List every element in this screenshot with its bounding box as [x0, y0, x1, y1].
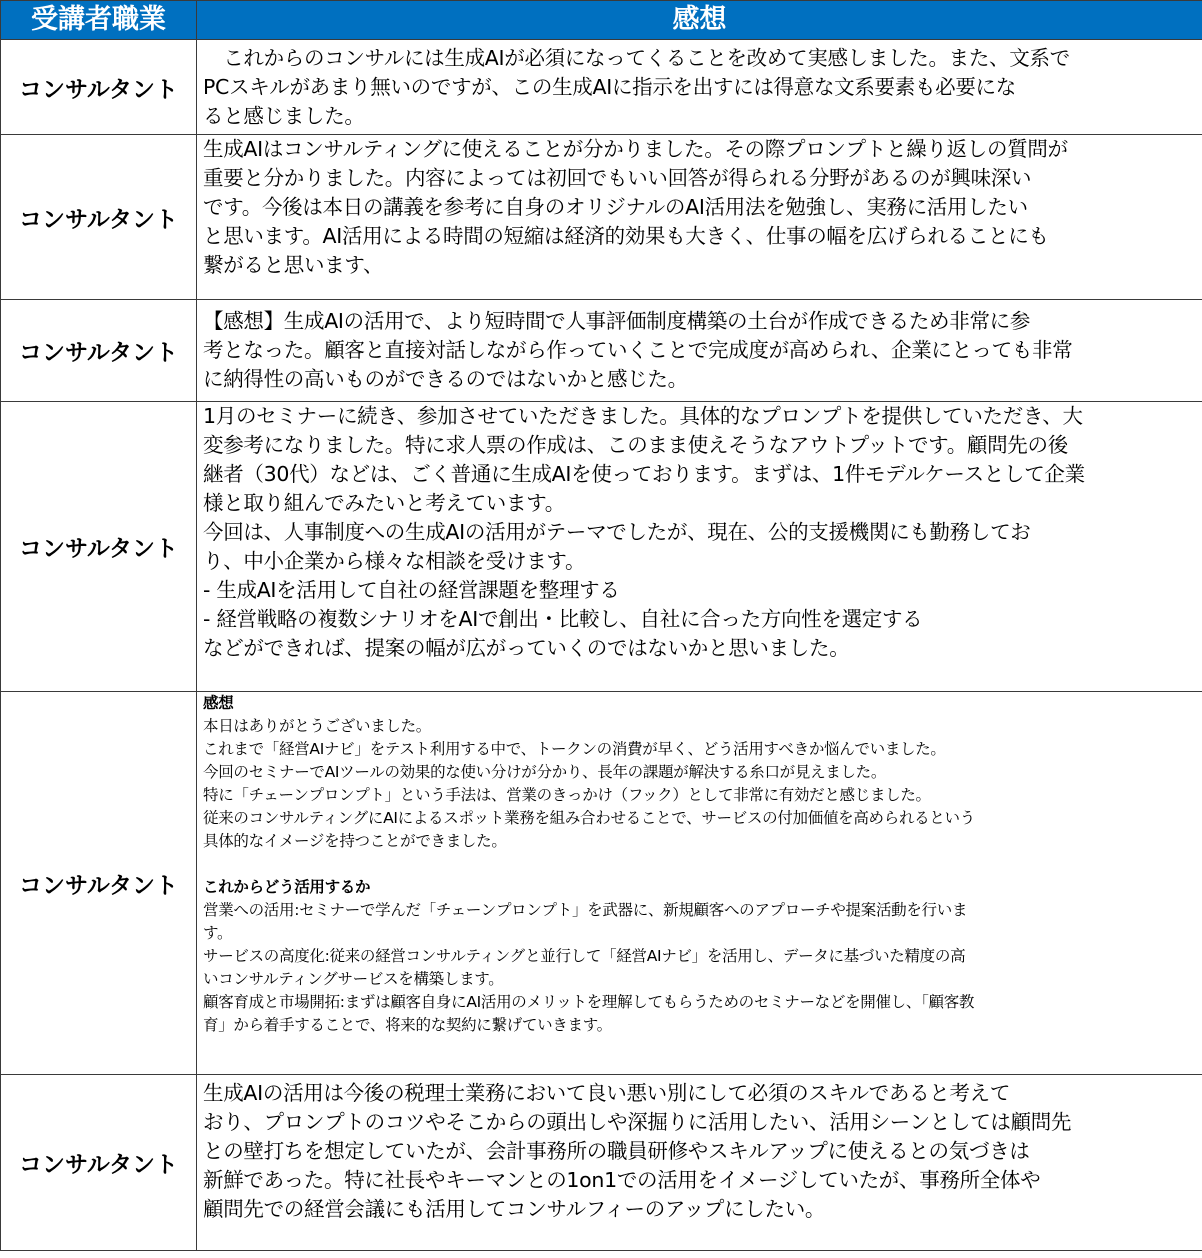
feedback-line: 様と取り組んでみたいと考えています。 [203, 491, 565, 515]
feedback-line: これまで「経営AIナビ」をテスト利用する中で、トークンの消費が早く、どう活用すべきか悩んでいました。 [203, 740, 946, 758]
feedback-line: す。 [203, 924, 233, 942]
header-feedback: 感想 [197, 1, 1202, 40]
feedback-line: 重要と分かりました。内容によっては初回でもいい回答が得られる分野があるのが興味深い [203, 166, 1032, 190]
feedback-line: 従来のコンサルティングにAIによるスポット業務を組み合わせることで、サービスの付加価値を高められるという [203, 809, 975, 827]
table-row [1, 402, 1202, 692]
feedback-line: などができれば、提案の幅が広がっていくのではないかと思いました。 [203, 636, 850, 660]
feedback-cell [197, 1075, 1202, 1251]
table-row [1, 40, 1202, 135]
feedback-cell [197, 300, 1202, 402]
feedback-line: 育」から着手することで、将来的な契約に繋げていきます。 [203, 1016, 612, 1034]
job-cell: コンサルタント [1, 692, 197, 1075]
feedback-line: に納得性の高いものができるのではないかと感じた。 [203, 367, 688, 391]
feedback-line: 営業への活用:セミナーで学んだ「チェーンプロンプト」を武器に、新規顧客へのアプローチや提案活動を行いま [203, 901, 968, 919]
job-cell: コンサルタント [1, 135, 197, 300]
feedback-cell [197, 692, 1202, 1075]
section-heading: 感想 [203, 694, 234, 712]
header-job: 受講者職業 [1, 1, 197, 40]
feedback-cell [197, 402, 1202, 692]
feedback-line: との壁打ちを想定していたが、会計事務所の職員研修やスキルアップに使えるとの気づきは [203, 1139, 1030, 1163]
feedback-line: 新鮮であった。特に社長やキーマンとの1on1での活用をイメージしていたが、事務所全体や [203, 1168, 1041, 1192]
feedback-line: 本日はありがとうございました。 [203, 717, 432, 735]
table-row [1, 692, 1202, 1075]
feedback-line: 具体的なイメージを持つことができました。 [203, 832, 507, 850]
feedback-cell [197, 135, 1202, 300]
blank-line [203, 853, 1198, 876]
feedback-line: - 経営戦略の複数シナリオをAIで創出・比較し、自社に合った方向性を選定する [203, 607, 923, 631]
feedback-line: 特に「チェーンプロンプト」という手法は、営業のきっかけ（フック）として非常に有効だと感じました。 [203, 786, 931, 804]
feedback-line: ると感じました。 [203, 103, 365, 128]
feedback-line: 【感想】生成AIの活用で、より短時間で人事評価制度構築の土台が作成できるため非常に参 [203, 309, 1031, 333]
feedback-line: 今回のセミナーでAIツールの効果的な使い分けが分かり、長年の課題が解決する糸口が見えました。 [203, 763, 887, 781]
table-row [1, 1075, 1202, 1251]
job-cell: コンサルタント [1, 40, 197, 135]
feedback-line: いコンサルティングサービスを構築します。 [203, 970, 504, 988]
feedback-line: 継者（30代）などは、ごく普通に生成AIを使っております。まずは、1件モデルケースとして企業 [203, 462, 1085, 486]
table-row [1, 300, 1202, 402]
feedback-line: サービスの高度化:従来の経営コンサルティングと並行して「経営AIナビ」を活用し、データに基づいた精度の高 [203, 947, 966, 965]
feedback-line: 生成AIはコンサルティングに使えることが分かりました。その際プロンプトと繰り返しの質問が [203, 137, 1068, 161]
header-row [1, 1, 1202, 40]
feedback-line: おり、プロンプトのコツやそこからの頭出しや深掘りに活用したい、活用シーンとしては顧問先 [203, 1110, 1072, 1134]
job-cell: コンサルタント [1, 402, 197, 692]
feedback-line: 顧客育成と市場開拓:まずは顧客自身にAI活用のメリットを理解してもらうためのセミナーなどを開催し、「顧客教 [203, 993, 975, 1011]
feedback-line: 繋がると思います、 [203, 253, 384, 277]
feedback-line: 考となった。顧客と直接対話しながら作っていくことで完成度が高められ、企業にとっても非常 [203, 338, 1073, 362]
feedback-line: - 生成AIを活用して自社の経営課題を整理する [203, 578, 620, 602]
feedback-line: 今回は、人事制度への生成AIの活用がテーマでしたが、現在、公的支援機関にも勤務してお [203, 520, 1031, 544]
feedback-line: 1月のセミナーに続き、参加させていただきました。具体的なプロンプトを提供していただき、大 [203, 404, 1083, 428]
table-row [1, 135, 1202, 300]
feedback-line: です。今後は本日の講義を参考に自身のオリジナルのAI活用法を勉強し、実務に活用したい [203, 195, 1028, 219]
feedback-cell [197, 40, 1202, 135]
feedback-line: 変参考になりました。特に求人票の作成は、このまま使えそうなアウトプットです。顧問先の後 [203, 433, 1068, 457]
feedback-line: り、中小企業から様々な相談を受けます。 [203, 549, 586, 573]
job-cell: コンサルタント [1, 300, 197, 402]
job-cell: コンサルタント [1, 1075, 197, 1251]
feedback-line: と思います。AI活用による時間の短縮は経済的効果も大きく、仕事の幅を広げられることにも [203, 224, 1049, 248]
feedback-line: 顧問先での経営会議にも活用してコンサルフィーのアップにしたい。 [203, 1197, 826, 1221]
feedback-line: 生成AIの活用は今後の税理士業務において良い悪い別にして必須のスキルであると考えて [203, 1081, 1011, 1105]
feedback-line: これからのコンサルには生成AIが必須になってくることを改めて実感しました。また、文系で [203, 45, 1070, 70]
section-heading: これからどう活用するか [203, 878, 371, 896]
feedback-line: PCスキルがあまり無いのですが、この生成AIに指示を出すには得意な文系要素も必要にな [203, 74, 1016, 99]
